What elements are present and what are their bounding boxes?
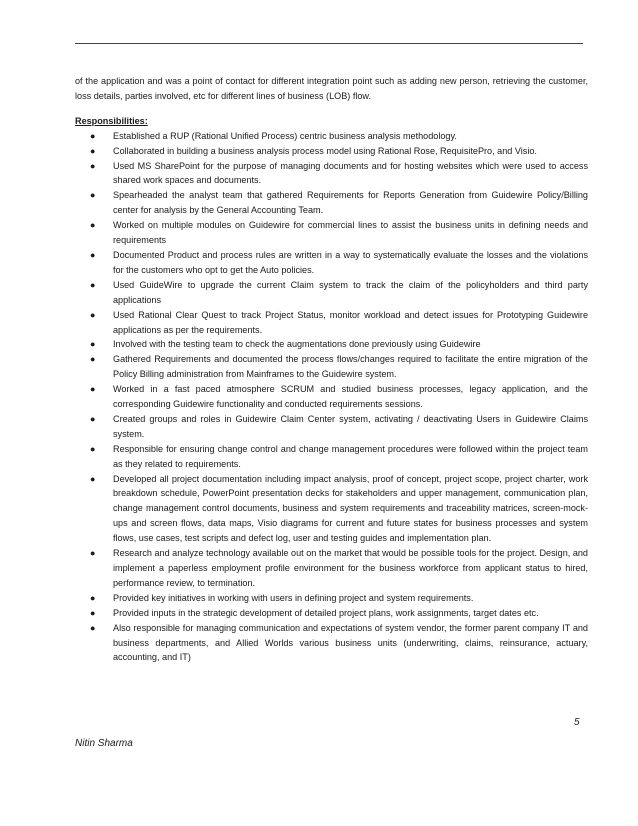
responsibility-text: Used Rational Clear Quest to track Project Status, monitor workload and detect issues for Prototyping Guidewire applications as per the requirements. [113,309,588,335]
bullet-icon: ● [90,339,96,350]
responsibility-item [75,591,588,606]
responsibility-text: Provided key initiatives in working with users in defining project and system requirements. [113,592,474,603]
bullet-icon: ● [90,130,96,141]
responsibility-text: Spearheaded the analyst team that gathered Requirements for Reports Generation from Guidewire Policy/Billing center for analysis by the General Accounting Team. [113,190,588,216]
bullet-icon: ● [90,607,96,618]
bullet-icon: ● [90,548,96,559]
responsibility-item [75,218,588,248]
responsibility-item [75,412,588,442]
bullet-icon: ● [90,249,96,260]
responsibility-text: Collaborated in building a business analysis process model using Rational Rose, RequisitePro, and Visio. [113,145,537,156]
responsibility-item [75,606,588,621]
bullet-icon: ● [90,592,96,603]
footer-author: Nitin Sharma [75,738,133,749]
bullet-icon: ● [90,190,96,201]
responsibility-text: Involved with the testing team to check the augmentations done previously using Guidewire [113,339,481,350]
intro-paragraph: of the application and was a point of contact for different integration point such as adding new person, retrieving the customer, loss details, parties involved, etc for different lines of business (LOB) flow. [75,76,588,101]
responsibility-item [75,472,588,547]
responsibility-text: Research and analyze technology available out on the market that would be possible tools for the project. Design, and implement a paperless employment profile environment for the business workforce from applicant status to hired, performance review, to termination. [113,548,588,588]
responsibility-item [75,188,588,218]
bullet-icon: ● [90,384,96,395]
bullet-icon: ● [90,279,96,290]
bullet-icon: ● [90,220,96,231]
bullet-icon: ● [90,443,96,454]
responsibility-item [75,442,588,472]
bullet-icon: ● [90,309,96,320]
responsibility-item [75,337,588,352]
responsibility-text: Responsible for ensuring change control and change management procedures were followed within the project team as they related to requirements. [113,443,588,469]
responsibility-text: Worked in a fast paced atmosphere SCRUM and studied business processes, legacy application, and the corresponding Guidewire functionality and conducted requirements sessions. [113,384,588,410]
responsibilities-list [75,129,588,666]
responsibility-text: Also responsible for managing communication and expectations of system vendor, the former parent company IT and business departments, and Allied Worlds various business units (underwriting, claims, reinsurance, actuary, accounting, and IT) [113,622,588,663]
responsibility-item [75,308,588,338]
responsibility-item [75,382,588,412]
responsibility-item [75,278,588,308]
responsibility-text: Established a RUP (Rational Unified Process) centric business analysis methodology. [113,130,457,141]
responsibility-text: Worked on multiple modules on Guidewire for commercial lines to assist the business units in defining needs and requirements [113,220,588,246]
responsibility-text: Provided inputs in the strategic development of detailed project plans, work assignments, target dates etc. [113,607,539,618]
responsibility-item [75,546,588,591]
bullet-icon: ● [90,413,96,424]
bullet-icon: ● [90,473,96,484]
responsibilities-heading: Responsibilities: [75,115,148,126]
responsibility-item [75,352,588,382]
header-rule [75,43,583,44]
page-number: 5 [574,717,580,728]
responsibility-item [75,248,588,278]
bullet-icon: ● [90,160,96,171]
bullet-icon: ● [90,354,96,365]
responsibility-text: Created groups and roles in Guidewire Claim Center system, activating / deactivating Users in Guidewire Claims system. [113,413,588,439]
page-body [75,74,588,665]
responsibility-item [75,621,588,666]
bullet-icon: ● [90,622,96,633]
responsibility-text: Gathered Requirements and documented the process flows/changes required to facilitate the entire migration of the Policy Billing administration from Mainframes to the Guidewire system. [113,354,588,380]
responsibility-text: Documented Product and process rules are written in a way to systematically evaluate the losses and the violations for the customers who opt to get the Auto policies. [113,249,588,275]
responsibility-item [75,129,588,144]
responsibility-text: Developed all project documentation including impact analysis, proof of concept, project scope, project charter, work breakdown schedule, PowerPoint presentation decks for stakeholders and upper management, communication plan, change management control documents, business and system requirements and traceability matrices, screen-mock-ups and screen flows, data maps, Visio diagrams for current and future states for business processes and system flows, use cases, test scripts and defect log, user and testing guides and implementation plan. [113,473,588,544]
responsibility-text: Used GuideWire to upgrade the current Claim system to track the claim of the policyholders and third party applications [113,279,588,305]
responsibility-item [75,144,588,159]
bullet-icon: ● [90,145,96,156]
responsibility-text: Used MS SharePoint for the purpose of managing documents and for hosting websites which were used to access shared work spaces and documents. [113,160,588,186]
responsibility-item [75,159,588,189]
